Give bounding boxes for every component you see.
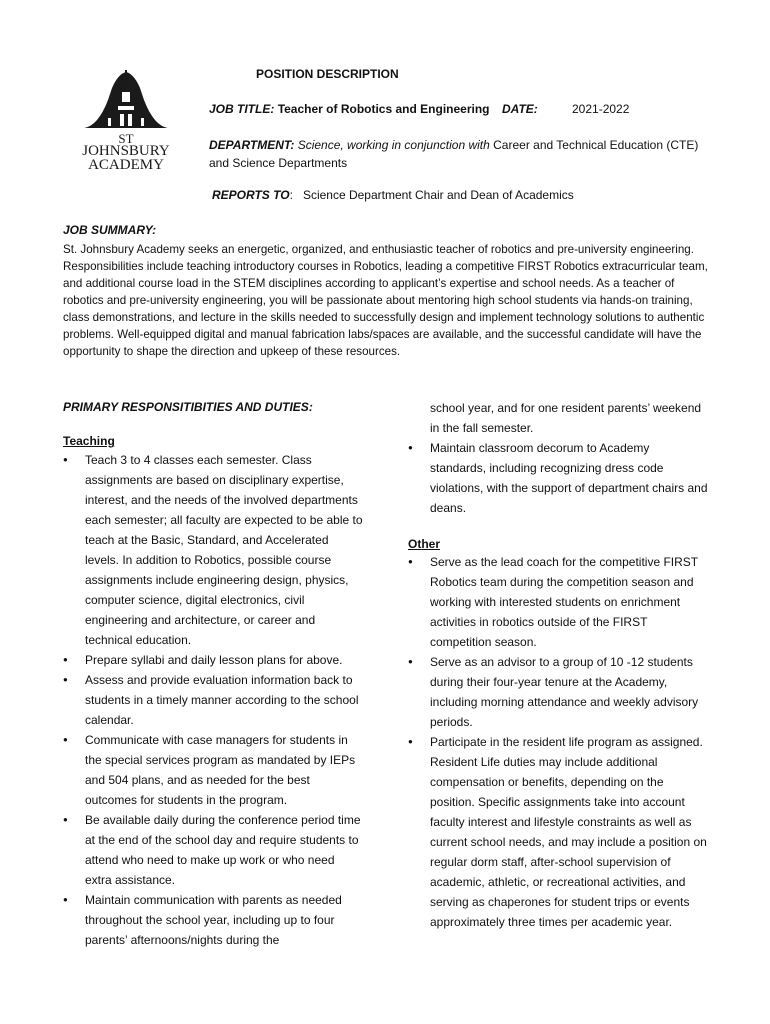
teaching-item-continued: school year, and for one resident parents’ weekend in the fall semester. xyxy=(430,401,702,435)
date-label: DATE: xyxy=(502,102,538,116)
list-item: ● Participate in the resident life program as assigned. Resident Life duties may include additional compensation or benefits, depending on the position. Specific assignments take into account faculty interest and lifestyle constraints as well as current school needs, and may include a position on regular dorm staff, after-school supervision of academic, athletic, or recreational activities, and serving as chaperones for student trips or events approximately three times per academic year. xyxy=(408,732,708,932)
department-line xyxy=(209,136,709,172)
reports-to-label: REPORTS TO xyxy=(212,188,290,202)
list-item: ● Maintain communication with parents as needed throughout the school year, including up to four parents’ afternoons/nights during the xyxy=(63,890,363,950)
date-value: 2021-2022 xyxy=(572,102,630,116)
job-summary-text: St. Johnsbury Academy seeks an energetic, organized, and enthusiastic teacher of robotics and pre-university engineering. Responsibilities include teaching introductory courses in Robotics, leading a competitive FIRST Robotics extracurricular team, and additional course load in the STEM disciplines according to applicant’s expertise and school needs. As a teacher of robotics and pre-university engineering, you will be passionate about mentoring high school students via hands-on training, class demonstrations, and lecture in the skills needed to successfully design and implement technology solutions to authentic problems. Well-equipped digital and manual fabrication labs/spaces are available, and the successful candidate will have the opportunity to shape the direction and upkeep of these resources. xyxy=(63,243,708,358)
teaching-list xyxy=(63,450,363,950)
right-column xyxy=(408,398,708,518)
logo-text-st: ST xyxy=(118,131,134,146)
logo-text-academy: ACADEMY xyxy=(88,157,164,173)
list-item: ● Be available daily during the conference period time at the end of the school day and require students to attend who need to make up work or who need extra assistance. xyxy=(63,810,363,890)
department-label: DEPARTMENT: xyxy=(209,138,295,152)
list-item: ● Communicate with case managers for students in the special services program as mandated by IEPs and 504 plans, and as needed for the best outcomes for students in the program. xyxy=(63,730,363,810)
reports-to-line: REPORTS TO: Science Department Chair and Dean of Academics xyxy=(212,188,574,202)
left-column xyxy=(63,450,363,950)
department-rest: Career and Technical Education (CTE) and Science Departments xyxy=(209,138,699,170)
logo-text-johnsbury: JOHNSBURY xyxy=(82,143,170,159)
responsibilities-heading: PRIMARY RESPONSITIBITIES AND DUTIES: xyxy=(63,400,313,414)
other-column xyxy=(408,552,708,932)
list-item: ● Teach 3 to 4 classes each semester. Class assignments are based on disciplinary expertise, interest, and the needs of the involved departments each semester; all faculty are expected to be able to teach at the Basic, Standard, and Accelerated levels. In addition to Robotics, possible course assignments include engineering design, physics, computer science, digital electronics, civil engineering and architecture, or career and technical education. xyxy=(63,450,363,650)
job-summary-heading: JOB SUMMARY: xyxy=(63,223,157,237)
other-heading: Other xyxy=(408,537,441,551)
job-title-label: JOB TITLE: xyxy=(209,102,275,116)
list-item: ● Serve as an advisor to a group of 10 -12 students during their four-year tenure at the Academy, including morning attendance and weekly advisory periods. xyxy=(408,652,708,732)
job-title-line xyxy=(209,102,490,116)
tower-icon xyxy=(78,70,174,132)
list-item: ● Serve as the lead coach for the competitive FIRST Robotics team during the competition season and working with interested students on enrichment activities in robotics outside of the FIRST competition season. xyxy=(408,552,708,652)
other-list xyxy=(408,552,708,932)
page-title: POSITION DESCRIPTION xyxy=(256,67,399,81)
list-item: ● Maintain classroom decorum to Academy standards, including recognizing dress code violations, with the support of department chairs and deans. xyxy=(408,438,708,518)
job-title-value: Teacher of Robotics and Engineering xyxy=(277,102,490,116)
reports-to-value: Science Department Chair and Dean of Academics xyxy=(302,188,574,202)
list-item: ● Prepare syllabi and daily lesson plans for above. xyxy=(63,650,363,670)
list-item: ● Assess and provide evaluation information back to students in a timely manner according to the school calendar. xyxy=(63,670,363,730)
teaching-list-continued xyxy=(408,438,708,518)
department-italic: Science, working in conjunction with xyxy=(297,138,490,152)
academy-logo xyxy=(78,70,174,173)
teaching-heading: Teaching xyxy=(63,434,115,448)
